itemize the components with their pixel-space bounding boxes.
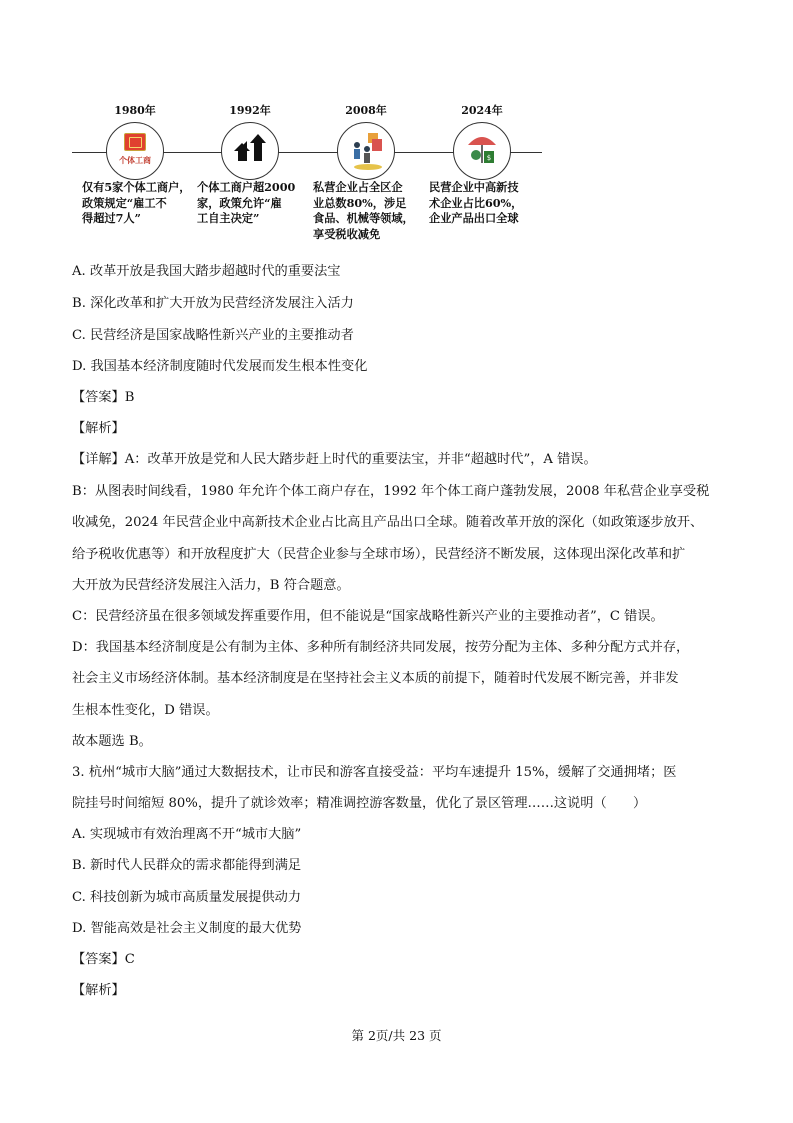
svg-text:$: $ bbox=[486, 154, 492, 162]
q2-detail-line: 生根本性变化，D 错误。 bbox=[72, 703, 219, 718]
timeline-year-1992: 1992年 bbox=[229, 104, 271, 117]
q2-detail-line: C：民营经济虽在很多领域发挥重要作用，但不能说是“国家战略性新兴产业的主要推动者”，C 错误。 bbox=[72, 609, 664, 624]
timeline-node-2008 bbox=[337, 122, 395, 180]
q2-option-d: D. 我国基本经济制度随时代发展而发生根本性变化 bbox=[72, 359, 368, 374]
timeline-desc-2008: 私营企业占全区企 业总数80%，涉足 食品、机械等领域， 享受税收减免 bbox=[313, 180, 414, 241]
timeline-desc-1992: 个体工商户超2000 家，政策允许“雇 工自主决定” bbox=[197, 180, 296, 225]
q2-option-a: A. 改革开放是我国大踏步超越时代的重要法宝 bbox=[72, 264, 341, 279]
timeline-node-1980 bbox=[106, 122, 164, 180]
q2-analysis-label: 【解析】 bbox=[72, 421, 125, 436]
q2-detail-line: 收减免，2024 年民营企业中高新技术企业占比高且产品出口全球。随着改革开放的深化（如政策逐步放开、 bbox=[72, 515, 704, 530]
q2-detail-line: 【详解】A：改革开放是党和人民大踏步赶上时代的重要法宝，并非“超越时代”，A 错误。 bbox=[72, 452, 597, 467]
shop-badge-label: 个体工商 bbox=[119, 155, 151, 165]
q3-option-b: B. 新时代人民群众的需求都能得到满足 bbox=[72, 858, 302, 873]
q3-stem-line: 3. 杭州“城市大脑”通过大数据技术，让市民和游客直接受益：平均车速提升 15%，缓解了交通拥堵；医 bbox=[72, 765, 677, 780]
q3-option-a: A. 实现城市有效治理离不开“城市大脑” bbox=[72, 827, 302, 842]
q2-detail-line: 社会主义市场经济体制。基本经济制度是在坚持社会主义本质的前提下，随着时代发展不断完善，并非发 bbox=[72, 671, 679, 686]
timeline-desc-2024: 民营企业中高新技 术企业占比60%， 企业产品出口全球 bbox=[429, 180, 523, 225]
timeline-node-2024 bbox=[453, 122, 511, 180]
timeline-year-1980: 1980年 bbox=[114, 104, 156, 117]
timeline-desc-1980: 仅有5家个体工商户， 政策规定“雇工不 得超过7人” bbox=[82, 180, 191, 225]
q2-detail-line: 大开放为民营经济发展注入活力，B 符合题意。 bbox=[72, 578, 350, 593]
q2-detail-line: B：从图表时间线看，1980 年允许个体工商户存在，1992 年个体工商户蓬勃发展，2008 年私营企业享受税 bbox=[72, 484, 710, 499]
q3-option-c: C. 科技创新为城市高质量发展提供动力 bbox=[72, 890, 302, 905]
q2-detail-line: 给予税收优惠等）和开放程度扩大（民营企业参与全球市场），民营经济不断发展，这体现出深化改革和扩 bbox=[72, 547, 686, 562]
business-people-icon bbox=[338, 123, 394, 179]
timeline-year-2024: 2024年 bbox=[461, 104, 503, 117]
shop-badge-icon bbox=[124, 133, 146, 151]
q2-conclusion: 故本题选 B。 bbox=[72, 734, 152, 749]
q3-answer: 【答案】C bbox=[72, 952, 135, 967]
timeline-node-1992 bbox=[221, 122, 279, 180]
q3-analysis-label: 【解析】 bbox=[72, 983, 125, 998]
q3-stem-line: 院挂号时间缩短 80%，提升了就诊效率；精准调控游客数量，优化了景区管理……这说明（ ） bbox=[72, 796, 647, 811]
q2-option-b: B. 深化改革和扩大开放为民营经济发展注入活力 bbox=[72, 296, 354, 311]
q2-option-c: C. 民营经济是国家战略性新兴产业的主要推动者 bbox=[72, 328, 354, 343]
q2-answer: 【答案】B bbox=[72, 390, 135, 405]
q3-option-d: D. 智能高效是社会主义制度的最大优势 bbox=[72, 921, 302, 936]
page-footer: 第 2页/共 23 页 bbox=[351, 1028, 442, 1043]
growth-arrows-icon bbox=[222, 123, 278, 179]
q2-detail-line: D：我国基本经济制度是公有制为主体、多种所有制经济共同发展，按劳分配为主体、多种分配方式并存， bbox=[72, 640, 690, 655]
global-export-icon bbox=[454, 123, 510, 179]
timeline-year-2008: 2008年 bbox=[345, 104, 387, 117]
